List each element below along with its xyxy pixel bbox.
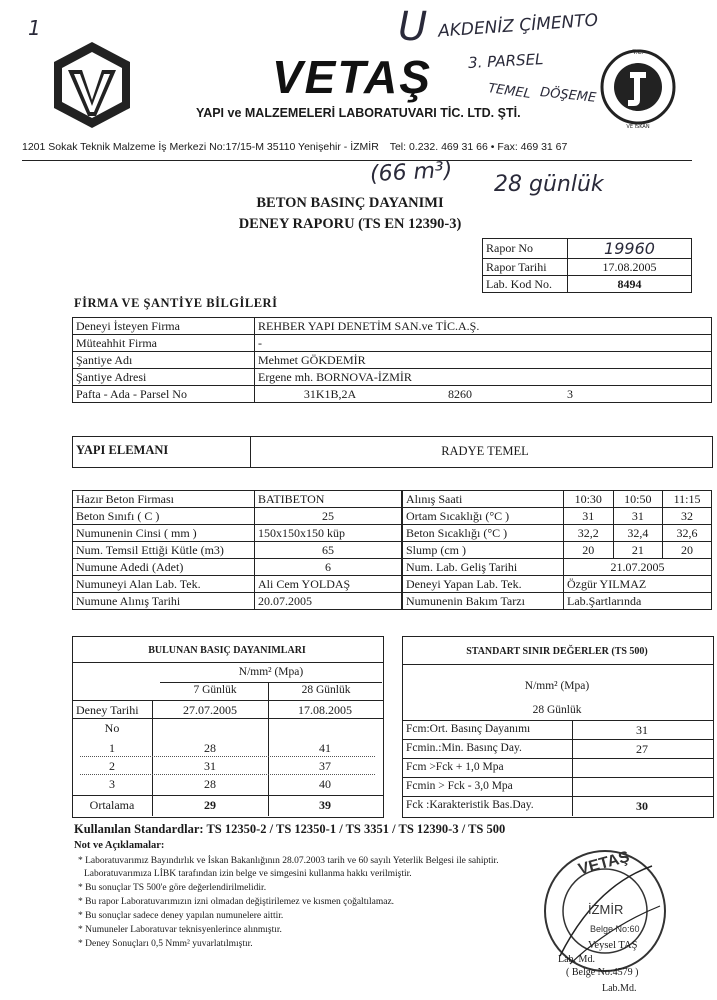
slump-value: 20: [564, 542, 614, 559]
concrete-right-row: [403, 542, 712, 559]
notes-heading: Not ve Açıklamalar:: [74, 840, 165, 851]
parcel-cell: [255, 386, 712, 403]
fax-text: Fax: 469 31 67: [497, 141, 568, 153]
limits-unit: N/mm² (Mpa): [524, 680, 590, 692]
firm-label: Şantiye Adı: [73, 352, 255, 369]
time-label: Alınış Saati: [403, 491, 564, 508]
element-label: YAPI ELEMANI: [76, 443, 169, 457]
firm-label: Deneyi İsteyen Firma: [73, 318, 255, 335]
concrete-value: 6: [255, 559, 402, 576]
company-subtitle: YAPI ve MALZEMELERİ LABORATUVARI TİC. LTD. ŞTİ.: [196, 106, 521, 120]
firm-label: Şantiye Adresi: [73, 369, 255, 386]
signer-title-1: Lab. Md.: [558, 954, 595, 965]
result-row-no: 3: [109, 777, 115, 791]
results-no-label: No: [104, 721, 120, 735]
tester-label: Deneyi Yapan Lab. Tek.: [403, 576, 564, 593]
concrete-right-table: [402, 490, 712, 610]
svg-text:T.C.: T.C.: [632, 49, 644, 56]
concrete-temp-value: 32,4: [613, 525, 663, 542]
concrete-label: Hazır Beton Firması: [73, 491, 255, 508]
results-avg7: 29: [204, 798, 216, 812]
concrete-value: 25: [255, 508, 402, 525]
concrete-right-row: [403, 559, 712, 576]
result-row-d7: 28: [204, 777, 216, 791]
concrete-left-row: [73, 525, 402, 542]
limit-label: Fcm:Ort. Basınç Dayanımı: [406, 723, 531, 735]
arrival-value: 21.07.2005: [564, 559, 712, 576]
concrete-left-row: [73, 576, 402, 593]
slump-label: Slump (cm ): [403, 542, 564, 559]
report-number: 19960: [568, 239, 692, 259]
firm-row: [73, 369, 712, 386]
limit-label: Fck :Karakteristik Bas.Day.: [406, 799, 534, 811]
firm-label: Pafta - Ada - Parsel No: [73, 386, 255, 403]
brand-name: VETAŞ: [272, 51, 432, 103]
signer-belge: ( Belge No:4579 ): [566, 967, 639, 978]
concrete-value: 20.07.2005: [255, 593, 402, 610]
result-row-d7: 31: [204, 759, 216, 773]
pafta-value: 31K1B,2A: [303, 386, 357, 401]
tester-value: Özgür YILMAZ: [564, 576, 712, 593]
concrete-label: Numune Alınış Tarihi: [73, 593, 255, 610]
stamp-mid-text: İZMİR: [588, 902, 624, 917]
firm-row: [73, 386, 712, 403]
handwritten-line1: AKDENİZ ÇİMENTO: [437, 10, 599, 42]
result-row-d28: 41: [319, 741, 331, 755]
note-item: * Bu sonuçlar sadece deney yapılan numunelere aittir.: [78, 911, 284, 921]
ambient-label: Ortam Sıcaklığı (°C ): [403, 508, 564, 525]
report-date: 17.08.2005: [568, 259, 692, 276]
slump-value: 21: [613, 542, 663, 559]
concrete-left-row: [73, 508, 402, 525]
report-info-label: Lab. Kod No.: [483, 276, 568, 293]
result-row-d7: 28: [204, 741, 216, 755]
result-row-no: 1: [109, 741, 115, 755]
concrete-left-row: [73, 542, 402, 559]
report-info-label: Rapor No: [483, 239, 568, 259]
ada-value: 8260: [448, 386, 472, 401]
address-text: 1201 Sokak Teknik Malzeme İş Merkezi No:17/15-M 35110 Yenişehir - İZMİR: [22, 141, 379, 153]
note-item: Laboratuvarımıza LİBK tarafından izin belge ve simgesini kullanma hakkı verilmiştir.: [84, 869, 412, 879]
ministry-seal: [598, 42, 678, 132]
results-col7: 7 Günlük: [193, 684, 237, 696]
time-value: 11:15: [663, 491, 712, 508]
element-value: RADYE TEMEL: [441, 444, 529, 458]
signer-name: Veysel TAŞ: [588, 940, 638, 951]
header-divider: [22, 160, 692, 161]
site-address: Ergene mh. BORNOVA-İZMİR: [255, 369, 712, 386]
report-info-row: [483, 259, 692, 276]
concrete-right-row: [403, 576, 712, 593]
concrete-right-row: [403, 525, 712, 542]
result-row-d28: 37: [319, 759, 331, 773]
limit-label: Fcmin.:Min. Basınç Day.: [406, 742, 522, 754]
concrete-right-row: [403, 491, 712, 508]
limits-days: 28 Günlük: [532, 704, 582, 716]
concrete-temp-value: 32,2: [564, 525, 614, 542]
firm-row: [73, 318, 712, 335]
limit-label: Fcm >Fck + 1,0 Mpa: [406, 761, 504, 773]
firm-table: [72, 317, 712, 403]
concrete-label: Numunenin Cinsi ( mm ): [73, 525, 255, 542]
stamp-top-text: VETAŞ: [576, 848, 632, 879]
concrete-left-row: [73, 559, 402, 576]
results-unit: N/mm² (Mpa): [238, 666, 304, 678]
handwritten-days: 28 günlük: [494, 172, 604, 197]
handwritten-line3: TEMEL: [487, 81, 532, 102]
concrete-label: Numune Adedi (Adet): [73, 559, 255, 576]
report-info-label: Rapor Tarihi: [483, 259, 568, 276]
concrete-value: BATIBETON: [255, 491, 402, 508]
concrete-value: Ali Cem YOLDAŞ: [255, 576, 402, 593]
firm-row: [73, 352, 712, 369]
concrete-temp-value: 32,6: [663, 525, 712, 542]
requesting-firm: REHBER YAPI DENETİM SAN.ve TİC.A.Ş.: [255, 318, 712, 335]
cure-value: Lab.Şartlarında: [564, 593, 712, 610]
ambient-value: 31: [564, 508, 614, 525]
signer-title-2: Lab.Md.: [602, 983, 637, 994]
lab-code: 8494: [568, 276, 692, 293]
concrete-label: Num. Temsil Ettiği Kütle (m3): [73, 542, 255, 559]
report-info-row: [483, 276, 692, 293]
note-item: * Laboratuvarımız Bayındırlık ve İskan Bakanlığının 28.07.2003 tarih ve 60 sayılı Yeterlik Belgesi ile sahiptir.: [78, 856, 499, 866]
result-row-d28: 40: [319, 777, 331, 791]
vetas-logo: [52, 40, 132, 130]
note-item: * Bu rapor Laboratuvarımızın izni olmadan değiştirilemez ve kısmen çoğaltılamaz.: [78, 897, 395, 907]
results-date28: 17.08.2005: [298, 703, 352, 717]
concrete-value: 65: [255, 542, 402, 559]
handwritten-line4: DÖŞEME: [539, 85, 597, 106]
limits-heading: STANDART SINIR DEĞERLER (TS 500): [466, 646, 648, 657]
time-value: 10:30: [564, 491, 614, 508]
limit-label: Fcmin > Fck - 3,0 Mpa: [406, 780, 513, 792]
limit-value: 31: [636, 723, 648, 737]
concrete-right-row: [403, 508, 712, 525]
results-col28: 28 Günlük: [301, 684, 351, 696]
slump-value: 20: [663, 542, 712, 559]
report-info-row: [483, 239, 692, 259]
standards-line: Kullanılan Standardlar: TS 12350-2 / TS 12350-1 / TS 3351 / TS 12390-3 / TS 500: [74, 822, 506, 836]
limit-value: 30: [636, 799, 648, 813]
concrete-label: Numuneyi Alan Lab. Tek.: [73, 576, 255, 593]
cure-label: Numunenin Bakım Tarzı: [403, 593, 564, 610]
ambient-value: 31: [613, 508, 663, 525]
results-date-label: Deney Tarihi: [76, 703, 139, 717]
note-item: * Bu sonuçlar TS 500'e göre değerlendirilmelidir.: [78, 883, 267, 893]
firm-label: Müteahhit Firma: [73, 335, 255, 352]
parsel-value: 3: [567, 386, 573, 401]
note-item: * Deney Sonuçları 0,5 Nmm² yuvarlatılmıştır.: [78, 939, 253, 949]
concrete-left-table: [72, 490, 402, 610]
phone-text: Tel: 0.232. 469 31 66: [389, 141, 488, 153]
handwritten-volume: (66 m³): [369, 157, 454, 188]
limit-value: 27: [636, 742, 648, 756]
concrete-left-row: [73, 491, 402, 508]
handwritten-u-mark: U: [398, 4, 428, 50]
handwritten-line2: 3. PARSEL: [467, 50, 544, 72]
arrival-label: Num. Lab. Geliş Tarihi: [403, 559, 564, 576]
firm-section-heading: FİRMA VE ŞANTİYE BİLGİLERİ: [74, 296, 278, 310]
concrete-left-row: [73, 593, 402, 610]
contractor-firm: -: [255, 335, 712, 352]
results-heading: BULUNAN BASIÇ DAYANIMLARI: [148, 645, 306, 656]
concrete-right-row: [403, 593, 712, 610]
handwritten-corner: 1: [28, 16, 41, 40]
svg-text:VE İSKAN: VE İSKAN: [626, 124, 650, 130]
ambient-value: 32: [663, 508, 712, 525]
report-info-table: [482, 238, 692, 293]
concrete-label: Beton Sınıfı ( C ): [73, 508, 255, 525]
results-date7: 27.07.2005: [183, 703, 237, 717]
site-name: Mehmet GÖKDEMİR: [255, 352, 712, 369]
firm-row: [73, 335, 712, 352]
result-row-no: 2: [109, 759, 115, 773]
concrete-temp-label: Beton Sıcaklığı (°C ): [403, 525, 564, 542]
report-title-line2: DENEY RAPORU (TS EN 12390-3): [238, 216, 462, 232]
results-avg-label: Ortalama: [89, 798, 135, 812]
note-item: * Numuneler Laboratuvar teknisyenlerince alınmıştır.: [78, 925, 282, 935]
concrete-value: 150x150x150 küp: [255, 525, 402, 542]
results-avg28: 39: [319, 798, 331, 812]
company-address: 1201 Sokak Teknik Malzeme İş Merkezi No:17/15-M 35110 Yenişehir - İZMİR Tel: 0.232. 469 31 66 • Fax: 469 31 67: [22, 141, 568, 153]
report-title-line1: BETON BASINÇ DAYANIMI: [256, 195, 444, 211]
time-value: 10:50: [613, 491, 663, 508]
stamp-belge-text: Belge No:60: [590, 924, 640, 934]
